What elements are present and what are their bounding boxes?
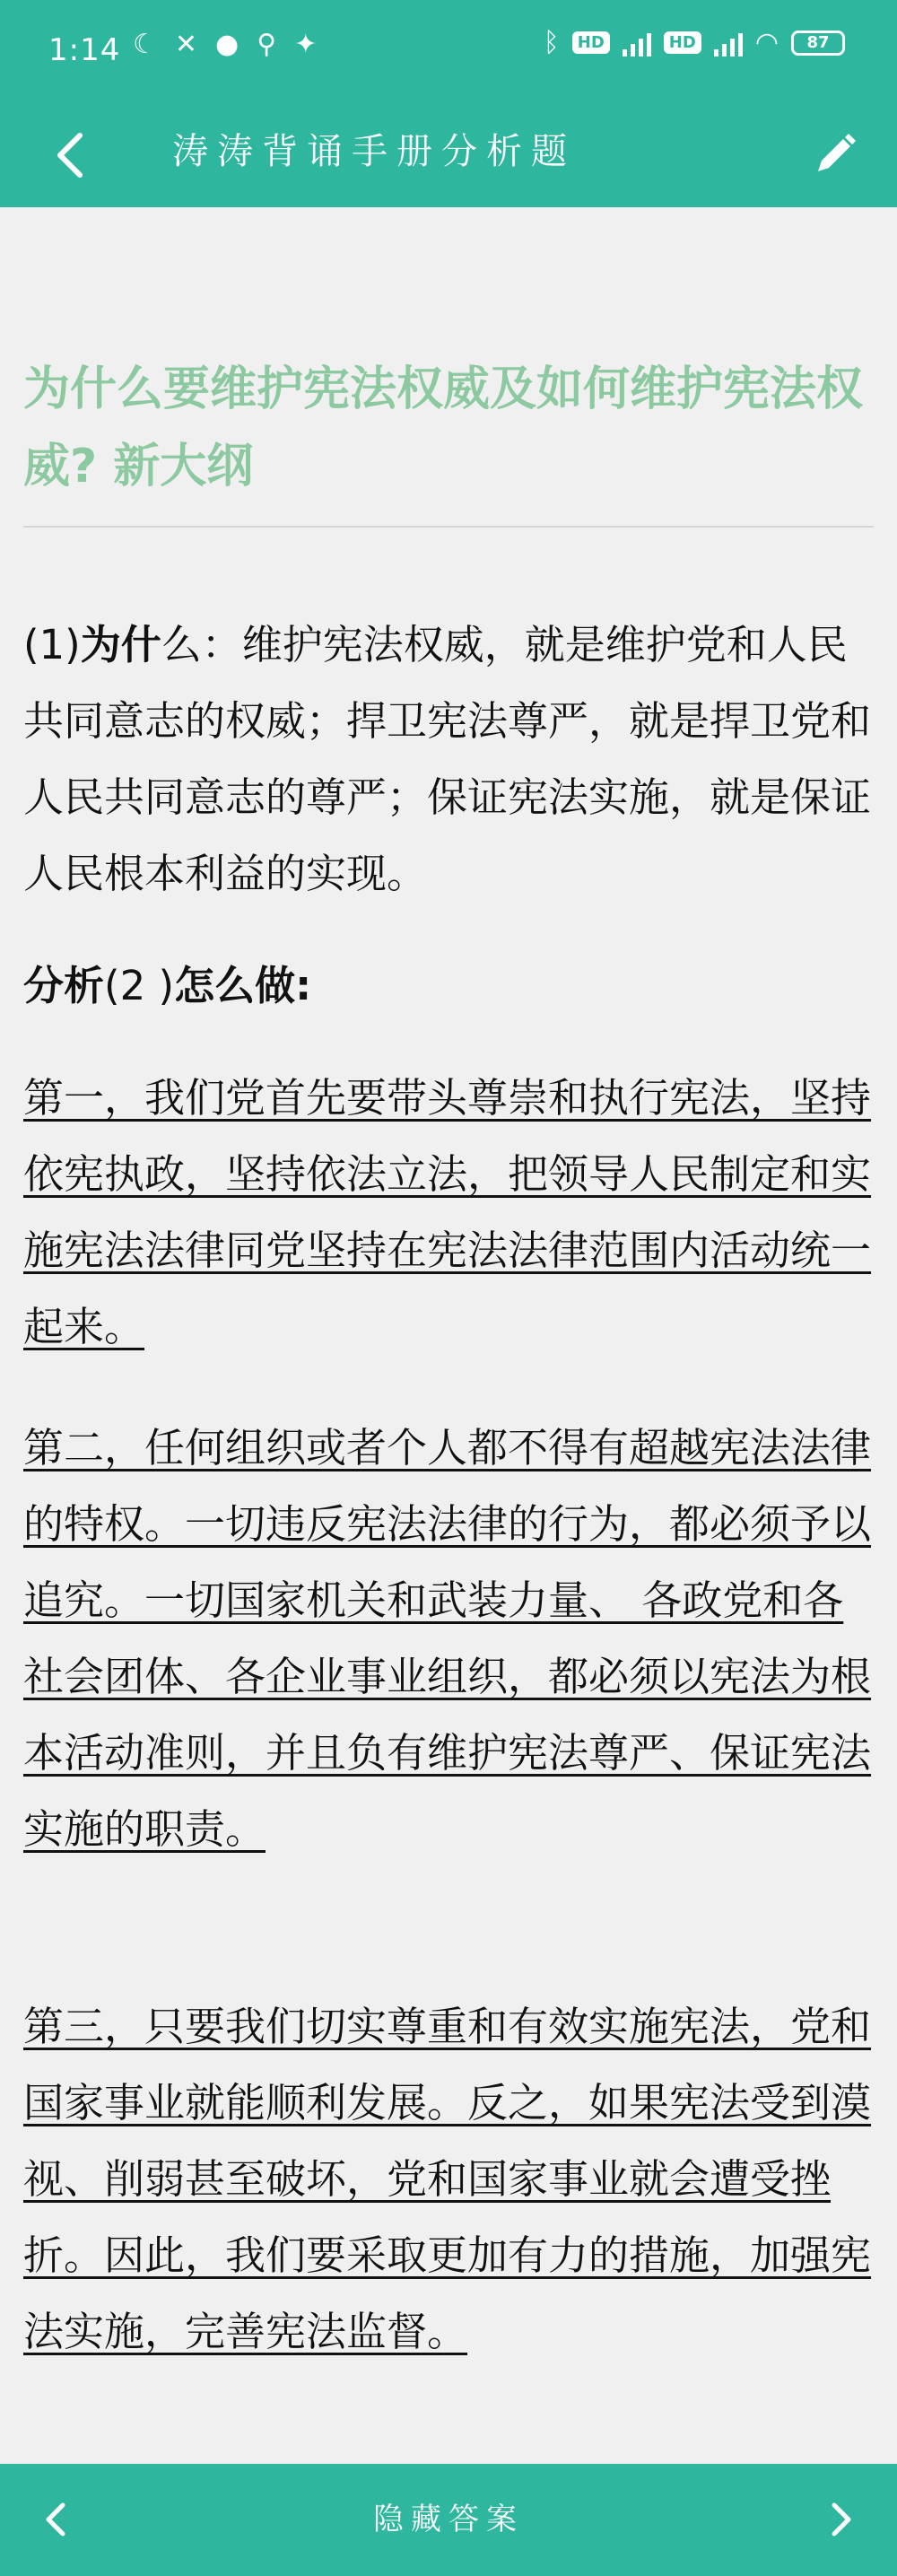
divider bbox=[23, 526, 874, 528]
bottom-bar bbox=[0, 2464, 897, 2576]
page-title: 涛涛背诵手册分析题 bbox=[172, 131, 576, 172]
app-top-area bbox=[0, 0, 897, 207]
pencil-icon bbox=[809, 130, 859, 180]
answer-subheading bbox=[23, 947, 874, 1024]
prev-button[interactable] bbox=[23, 2484, 86, 2555]
edit-button[interactable] bbox=[798, 119, 870, 191]
answer-prefix: (1) bbox=[23, 621, 81, 668]
answer-bold: 为什 bbox=[80, 621, 161, 668]
answer-paragraph-3: 第二，任何组织或者个人都不得有超越宪法法律的特权。一切违反宪法法律的行为，都必须予以追究。一切国家机关和武装力量、 各政党和各社会团体、各企业事业组织，都必须以宪法为根本活动准则，并且负有维护宪法尊严、保证宪法实施的职责。 bbox=[23, 1424, 872, 1853]
answer-paragraph-4: 第三，只要我们切实尊重和有效实施宪法，党和国家事业就能顺利发展。反之，如果宪法受到漠视、削弱甚至破坏，党和国家事业就会遭受挫折。因此，我们要采取更加有力的措施，加强宪法实施，完善宪法监督。 bbox=[23, 2003, 872, 2355]
bluetooth-icon: ᛒ bbox=[543, 27, 560, 58]
battery-icon bbox=[791, 31, 845, 56]
status-time: 1:14 bbox=[48, 32, 121, 68]
subheading-c: 怎么做: bbox=[174, 962, 312, 1009]
hd-badge-2: HD bbox=[664, 31, 701, 54]
mute-icon: ✕ bbox=[174, 29, 198, 60]
bulb-icon: ✦ bbox=[294, 29, 318, 60]
location-icon: ⚲ bbox=[257, 29, 277, 60]
signal-icon bbox=[623, 30, 651, 57]
question-text: 为什么要维护宪法权威及如何维护宪法权威? 新大纲 bbox=[23, 362, 864, 493]
status-bar bbox=[0, 0, 897, 103]
answer-text-1: 么：维护宪法权威，就是维护党和人民共同意志的权威；捍卫宪法尊严，就是捍卫党和人民共同意志的尊严；保证宪法实施，就是保证人民根本利益的实现。 bbox=[23, 621, 872, 897]
chevron-right-icon bbox=[829, 2500, 856, 2539]
moon-icon: ☾ bbox=[133, 29, 157, 60]
subheading-b: (2 ) bbox=[104, 962, 175, 1009]
notification-icon: ● bbox=[215, 29, 239, 60]
back-button[interactable] bbox=[38, 121, 100, 189]
next-button[interactable] bbox=[811, 2484, 874, 2555]
wifi-icon: ◠ bbox=[754, 27, 779, 58]
signal-icon-2 bbox=[714, 30, 743, 57]
status-left-icons bbox=[133, 29, 317, 60]
hide-answer-button[interactable]: 隐藏答案 bbox=[373, 2502, 524, 2537]
app-header bbox=[0, 103, 897, 207]
status-right-icons bbox=[544, 27, 845, 58]
answer-paragraph-2: 第一，我们党首先要带头尊崇和执行宪法，坚持依宪执政，坚持依法立法，把领导人民制定和实施宪法法律同党坚持在宪法法律范围内活动统一起来。 bbox=[23, 1074, 872, 1350]
chevron-left-icon bbox=[51, 130, 87, 180]
hd-badge: HD bbox=[572, 31, 610, 54]
main-content bbox=[23, 207, 874, 2464]
subheading-a: 分析 bbox=[23, 962, 105, 1009]
battery-level: 87 bbox=[806, 33, 830, 52]
answer-paragraph-1 bbox=[23, 607, 874, 912]
chevron-left-icon bbox=[41, 2500, 68, 2539]
